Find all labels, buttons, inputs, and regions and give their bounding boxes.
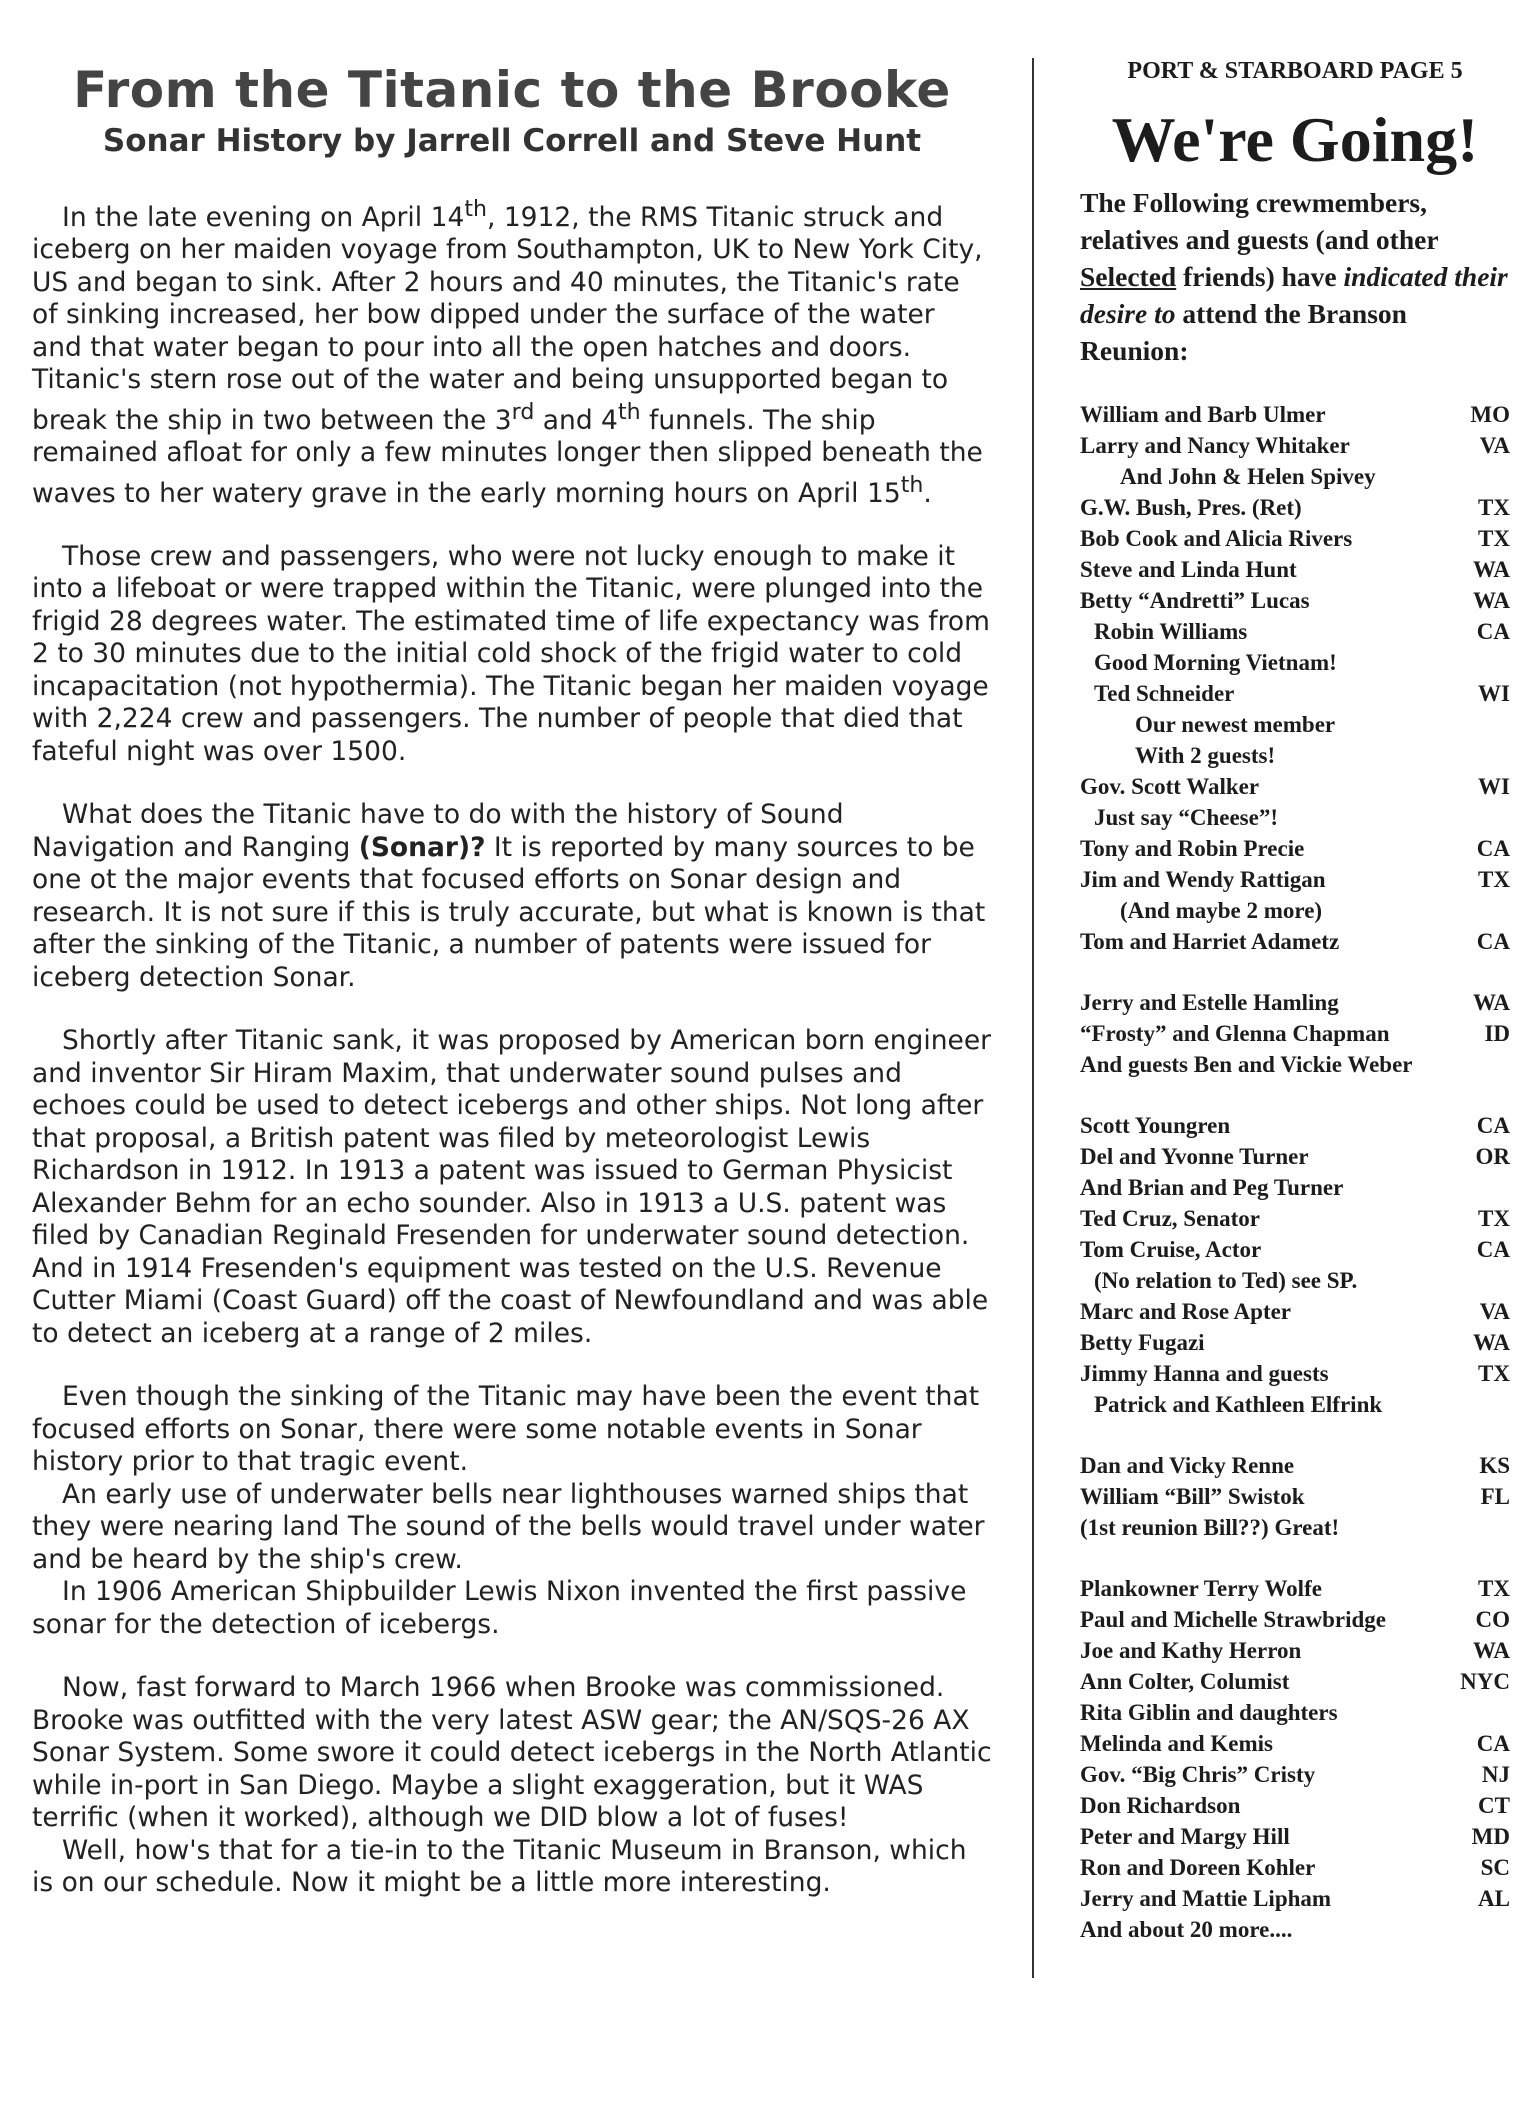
attendee-state: TX <box>1478 867 1510 892</box>
attendee-row <box>1080 1358 1510 1389</box>
attendee-name: “Frosty” and Glenna Chapman <box>1080 1021 1390 1046</box>
attendee-row <box>1080 554 1510 585</box>
attendee-row <box>1080 1389 1510 1420</box>
paragraph-5: Even though the sinking of the Titanic may have been the event that focused efforts on Sonar, there were some notable events in Sonar history prior to that tragic event. <box>32 1381 980 1478</box>
attendee-name: Jerry and Estelle Hamling <box>1080 990 1339 1015</box>
sidebar-intro: The Following crewmembers, relatives and guests (and other Selected friends) have indicated their desire to attend the Branson Reunion: <box>1080 187 1508 366</box>
attendee-name: (And maybe 2 more) <box>1120 898 1323 923</box>
attendee-row <box>1080 678 1510 709</box>
attendee-state: TX <box>1478 495 1510 520</box>
attendee-name: Gov. Scott Walker <box>1080 774 1260 799</box>
attendee-name: (1st reunion Bill??) Great! <box>1080 1515 1340 1540</box>
attendee-row <box>1080 492 1510 523</box>
attendee-row <box>1080 1914 1510 1945</box>
attendee-row <box>1080 1883 1510 1914</box>
attendee-name: Betty Fugazi <box>1080 1330 1205 1355</box>
attendee-row <box>1080 1604 1510 1635</box>
paragraph-9: Well, how's that for a tie-in to the Titanic Museum in Branson, which is on our schedule. Now it might be a little more interesting. <box>32 1834 967 1899</box>
attendee-row <box>1080 585 1510 616</box>
attendee-state: TX <box>1478 1361 1510 1386</box>
attendee-state: TX <box>1478 1576 1510 1601</box>
attendee-row <box>1080 1759 1510 1790</box>
attendee-row <box>1080 1296 1510 1327</box>
attendee-name: Don Richardson <box>1080 1793 1241 1818</box>
attendee-row <box>1080 430 1510 461</box>
attendee-state: WA <box>1472 1638 1510 1663</box>
attendee-name: Steve and Linda Hunt <box>1080 557 1297 582</box>
attendee-state: OR <box>1475 1144 1510 1169</box>
attendee-name: And guests Ben and Vickie Weber <box>1080 1052 1413 1077</box>
column-divider <box>1032 58 1034 1978</box>
attendee-row <box>1080 1697 1510 1728</box>
attendee-name: Betty “Andretti” Lucas <box>1080 588 1310 613</box>
attendee-name: And John & Helen Spivey <box>1120 464 1376 489</box>
attendee-list <box>1080 399 1510 1945</box>
attendee-state: WA <box>1472 990 1510 1015</box>
attendee-name: Tony and Robin Precie <box>1080 836 1305 861</box>
attendee-state: WI <box>1478 681 1510 706</box>
attendee-row <box>1080 895 1510 926</box>
attendee-state: NJ <box>1481 1762 1510 1787</box>
attendee-row <box>1080 1265 1510 1296</box>
attendee-name: Melinda and Kemis <box>1080 1731 1273 1756</box>
attendee-state: KS <box>1479 1453 1510 1478</box>
attendee-state: ID <box>1484 1021 1510 1046</box>
attendee-state: WA <box>1472 557 1510 582</box>
attendee-state: VA <box>1479 433 1510 458</box>
attendee-row <box>1080 926 1510 957</box>
sidebar-column <box>1080 56 1510 1975</box>
attendee-row <box>1080 1327 1510 1358</box>
attendee-row <box>1080 1573 1510 1604</box>
attendee-name: William “Bill” Swistok <box>1080 1484 1305 1509</box>
paragraph-3: What does the Titanic have to do with the history of Sound Navigation and Ranging (Sonar)? It is reported by many sources to be one ot the major events that focused efforts on Sonar design and research. It is not sure if this is truly accurate, but what is known is that after the sinking of the Titanic, a number of patents were issued for iceberg detection Sonar. <box>32 799 986 993</box>
attendee-name: Tom Cruise, Actor <box>1080 1237 1262 1262</box>
attendee-state: CA <box>1476 1731 1510 1756</box>
attendee-row <box>1080 740 1510 771</box>
attendee-state: CT <box>1478 1793 1510 1818</box>
attendee-name: Peter and Margy Hill <box>1080 1824 1290 1849</box>
attendee-name: Gov. “Big Chris” Cristy <box>1080 1762 1316 1787</box>
attendee-name: Rita Giblin and daughters <box>1080 1700 1338 1725</box>
attendee-row <box>1080 1450 1510 1481</box>
attendee-name: Tom and Harriet Adametz <box>1080 929 1340 954</box>
attendee-state: NYC <box>1460 1669 1510 1694</box>
attendee-state: VA <box>1479 1299 1510 1324</box>
article-subtitle: Sonar History by Jarrell Correll and Steve Hunt <box>102 123 922 159</box>
attendee-state: CA <box>1476 619 1510 644</box>
attendee-state: CA <box>1476 1237 1510 1262</box>
attendee-row <box>1080 1203 1510 1234</box>
attendee-state: CO <box>1475 1607 1510 1632</box>
attendee-state: SC <box>1480 1855 1510 1880</box>
attendee-name: Bob Cook and Alicia Rivers <box>1080 526 1353 551</box>
attendee-name: Jim and Wendy Rattigan <box>1080 867 1326 892</box>
attendee-row <box>1080 1512 1510 1543</box>
attendee-row <box>1080 1018 1510 1049</box>
attendee-name: And about 20 more.... <box>1080 1917 1293 1942</box>
paragraph-4: Shortly after Titanic sank, it was proposed by American born engineer and inventor Sir Hiram Maxim, that underwater sound pulses and echoes could be used to detect icebergs and other ships. Not long after that proposal, a British patent was filed by meteorologist Lewis Richardson in 1912. In 1913 a patent was issued to German Physicist Alexander Behm for an echo sounder. Also in 1913 a U.S. patent was filed by Canadian Reginald Fresenden for underwater sound detection. And in 1914 Fresenden's equipment was tested on the U.S. Revenue Cutter Miami (Coast Guard) off the coast of Newfoundland and was able to detect an iceberg at a range of 2 miles. <box>32 1025 992 1349</box>
attendee-row <box>1080 1728 1510 1759</box>
attendee-name: Dan and Vicky Renne <box>1080 1453 1295 1478</box>
attendee-group <box>1080 399 1510 957</box>
attendee-name: Joe and Kathy Herron <box>1080 1638 1302 1663</box>
page-header: PORT & STARBOARD PAGE 5 <box>1127 58 1463 84</box>
attendee-name: Marc and Rose Apter <box>1080 1299 1292 1324</box>
attendee-row <box>1080 461 1510 492</box>
attendee-name: Jimmy Hanna and guests <box>1080 1361 1329 1386</box>
attendee-state: WI <box>1478 774 1510 799</box>
attendee-name: Ted Schneider <box>1094 681 1235 706</box>
attendee-state: WA <box>1472 588 1510 613</box>
attendee-name: Ann Colter, Columist <box>1080 1669 1290 1694</box>
attendee-name: William and Barb Ulmer <box>1080 402 1326 427</box>
attendee-row <box>1080 1172 1510 1203</box>
attendee-row <box>1080 1821 1510 1852</box>
paragraph-8: Now, fast forward to March 1966 when Brooke was commissioned. Brooke was outfitted with the very latest ASW gear; the AN/SQS-26 AX Sonar System. Some swore it could detect icebergs in the North Atlantic while in-port in San Diego. Maybe a slight exaggeration, but it WAS terrific (when it worked), although we DID blow a lot of fuses! <box>32 1672 992 1834</box>
attendee-name: Good Morning Vietnam! <box>1094 650 1337 675</box>
attendee-name: Jerry and Mattie Lipham <box>1080 1886 1332 1911</box>
attendee-row <box>1080 1049 1510 1080</box>
attendee-name: (No relation to Ted) see SP. <box>1094 1268 1358 1293</box>
attendee-state: MO <box>1470 402 1510 427</box>
attendee-row <box>1080 987 1510 1018</box>
attendee-row <box>1080 616 1510 647</box>
attendee-row <box>1080 1141 1510 1172</box>
attendee-state: WA <box>1472 1330 1510 1355</box>
attendee-row <box>1080 1635 1510 1666</box>
attendee-name: Our newest member <box>1135 712 1336 737</box>
attendee-group <box>1080 987 1510 1080</box>
attendee-row <box>1080 1110 1510 1141</box>
attendee-name: Ted Cruz, Senator <box>1080 1206 1260 1231</box>
paragraph-7: In 1906 American Shipbuilder Lewis Nixon invented the first passive sonar for the detection of icebergs. <box>32 1576 967 1640</box>
paragraph-1: In the late evening on April 14th, 1912, the RMS Titanic struck and iceberg on her maiden voyage from Southampton, UK to New York City, US and began to sink. After 2 hours and 40 minutes, the Titanic's rate of sinking increased, her bow dipped under the surface of the water and that water began to pour into all the open hatches and doors. Titanic's stern rose out of the water and being unsupported began to break the ship in two between the 3rd and 4th funnels. The ship remained afloat for only a few minutes longer then slipped beneath the waves to her watery grave in the early morning hours on April 15th. <box>32 197 983 509</box>
attendee-row <box>1080 864 1510 895</box>
attendee-row <box>1080 523 1510 554</box>
attendee-name: Scott Youngren <box>1080 1113 1231 1138</box>
attendee-name: Larry and Nancy Whitaker <box>1080 433 1350 458</box>
paragraph-2: Those crew and passengers, who were not lucky enough to make it into a lifeboat or were trapped within the Titanic, were plunged into the frigid 28 degrees water. The estimated time of life expectancy was from 2 to 30 minutes due to the initial cold shock of the frigid water to cold incapacitation (not hypothermia). The Titanic began her maiden voyage with 2,224 crew and passengers. The number of people that died that fateful night was over 1500. <box>32 540 990 767</box>
attendee-name: With 2 guests! <box>1135 743 1276 768</box>
attendee-state: AL <box>1478 1886 1510 1911</box>
attendee-row <box>1080 771 1510 802</box>
attendee-group <box>1080 1450 1510 1543</box>
attendee-row <box>1080 833 1510 864</box>
attendee-state: CA <box>1476 836 1510 861</box>
attendee-group <box>1080 1110 1510 1420</box>
attendee-name: Plankowner Terry Wolfe <box>1080 1576 1322 1601</box>
attendee-name: Robin Williams <box>1094 619 1248 644</box>
attendee-group <box>1080 1573 1510 1945</box>
attendee-name: Patrick and Kathleen Elfrink <box>1094 1392 1383 1417</box>
attendee-name: Just say “Cheese”! <box>1094 805 1278 830</box>
paragraph-6: An early use of underwater bells near lighthouses warned ships that they were nearing land The sound of the bells would travel under water and be heard by the ship's crew. <box>32 1478 985 1575</box>
attendee-state: CA <box>1476 929 1510 954</box>
attendee-row <box>1080 647 1510 678</box>
attendee-state: TX <box>1478 1206 1510 1231</box>
attendee-row <box>1080 1481 1510 1512</box>
attendee-row <box>1080 1234 1510 1265</box>
attendee-name: And Brian and Peg Turner <box>1080 1175 1344 1200</box>
attendee-row <box>1080 1666 1510 1697</box>
attendee-row <box>1080 1852 1510 1883</box>
attendee-state: MD <box>1471 1824 1510 1849</box>
sidebar-heading: We're Going! <box>1111 104 1479 175</box>
attendee-name: Ron and Doreen Kohler <box>1080 1855 1316 1880</box>
attendee-row <box>1080 399 1510 430</box>
attendee-row <box>1080 709 1510 740</box>
article-title: From the Titanic to the Brooke <box>73 61 951 119</box>
attendee-row <box>1080 1790 1510 1821</box>
article-column <box>32 60 992 1931</box>
attendee-state: TX <box>1478 526 1510 551</box>
attendee-state: CA <box>1476 1113 1510 1138</box>
attendee-row <box>1080 802 1510 833</box>
attendee-name: Paul and Michelle Strawbridge <box>1080 1607 1387 1632</box>
attendee-state: FL <box>1480 1484 1510 1509</box>
attendee-name: G.W. Bush, Pres. (Ret) <box>1080 495 1302 520</box>
attendee-name: Del and Yvonne Turner <box>1080 1144 1309 1169</box>
